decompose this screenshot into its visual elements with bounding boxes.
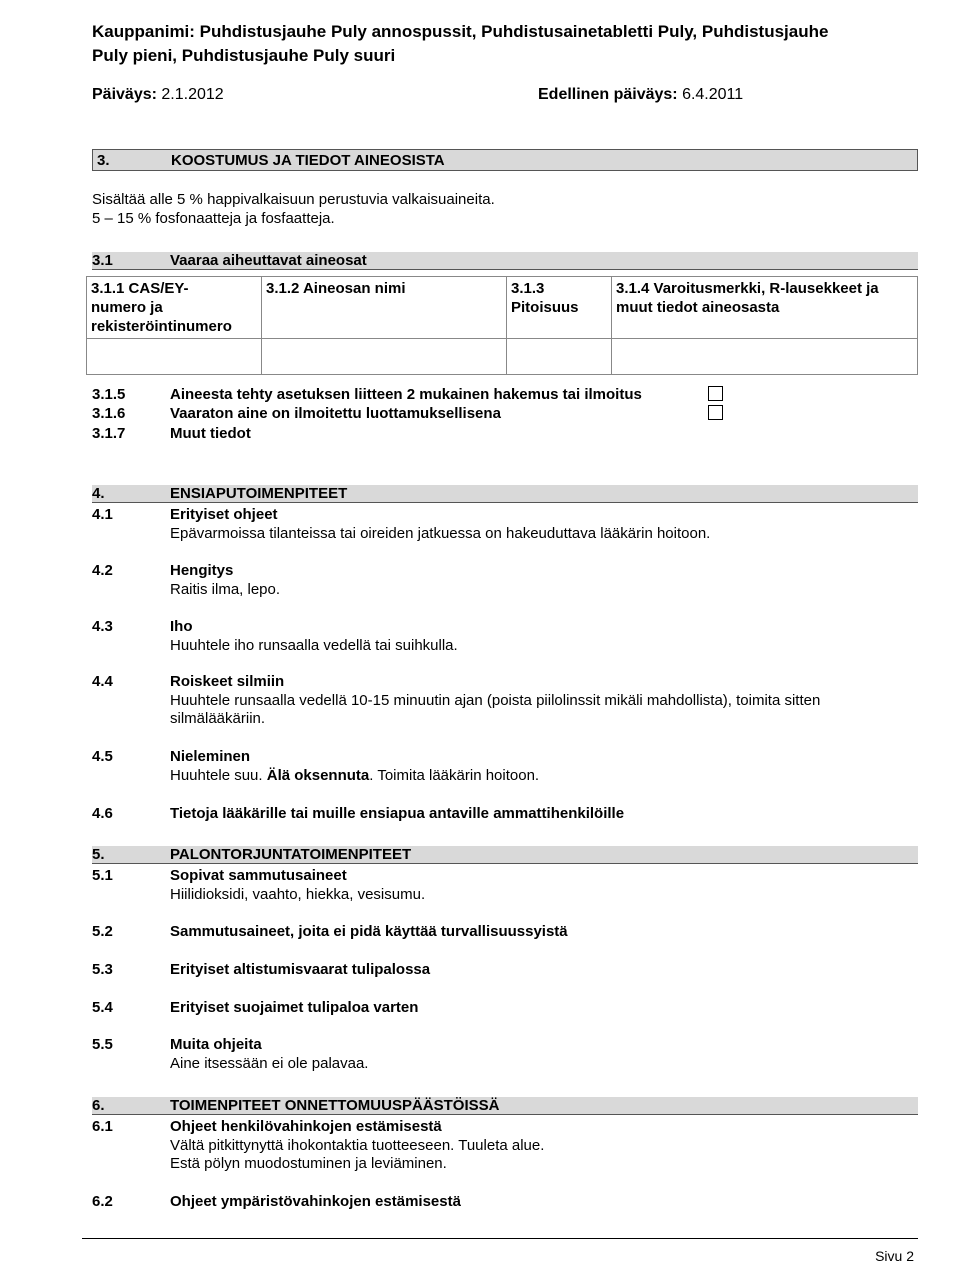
document-title (92, 20, 828, 44)
date-field: Päiväys: 2.1.2012 (92, 86, 224, 103)
product-name-line1: Puhdistusjauhe Puly annospussit, Puhdistusainetabletti Puly, Puhdistusjauhe (199, 22, 829, 41)
item-5-5-text: Aine itsessään ei ole palavaa. (170, 1055, 369, 1072)
date-value: 2.1.2012 (161, 86, 224, 103)
product-name-line2: Puly pieni, Puhdistusjauhe Puly suuri (92, 46, 396, 65)
item-3-1-5: Aineesta tehty asetuksen liitteen 2 mukainen hakemus tai ilmoitus (170, 386, 642, 403)
table-header-row (87, 277, 918, 339)
item-3-1-7: Muut tiedot (170, 425, 251, 442)
item-4-3-title: Iho (170, 618, 193, 635)
section-3-1-header: 3.1 Vaaraa aiheuttavat aineosat (92, 252, 918, 270)
checkbox-3-1-5[interactable] (708, 386, 723, 401)
item-6-1-title: Ohjeet henkilövahinkojen estämisestä (170, 1118, 442, 1135)
components-table (86, 276, 918, 375)
table-header-cas: 3.1.1 CAS/EY- numero ja rekisteröintinumero (87, 277, 262, 339)
item-4-4-text2: silmälääkäriin. (170, 710, 266, 727)
item-4-1-text: Epävarmoissa tilanteissa tai oireiden jatkuessa on hakeuduttava lääkärin hoitoon. (170, 525, 711, 542)
item-5-1-text: Hiilidioksidi, vaahto, hiekka, vesisumu. (170, 886, 426, 903)
item-4-3-text: Huuhtele iho runsaalla vedellä tai suihkulla. (170, 637, 458, 654)
item-5-4-title: Erityiset suojaimet tulipaloa varten (170, 999, 419, 1016)
item-4-4-text: Huuhtele runsaalla vedellä 10-15 minuutin ajan (poista piilolinssit mikäli mahdollista), toimita sitten (170, 692, 821, 709)
table-header-name: 3.1.2 Aineosan nimi (262, 277, 507, 339)
table-row (87, 339, 918, 375)
footer-divider (82, 1238, 918, 1239)
checkbox-3-1-6[interactable] (708, 405, 723, 420)
item-4-4-title: Roiskeet silmiin (170, 673, 285, 690)
section-5-header: 5. PALONTORJUNTATOIMENPITEET (92, 846, 918, 864)
previous-date-value: 6.4.2011 (682, 86, 744, 103)
section-6-header: 6. TOIMENPITEET ONNETTOMUUSPÄÄSTÖISSÄ (92, 1097, 918, 1115)
table-header-warnings: 3.1.4 Varoitusmerkki, R-lausekkeet ja muut tiedot aineosasta (612, 277, 918, 339)
company-label: Kauppanimi: (92, 22, 200, 41)
table-header-concentration: 3.1.3 Pitoisuus (507, 277, 612, 339)
item-6-1-text: Vältä pitkittynyttä ihokontaktia tuotteeseen. Tuuleta alue. (170, 1137, 545, 1154)
item-5-5-title: Muita ohjeita (170, 1036, 262, 1053)
item-4-1-title: Erityiset ohjeet (170, 506, 278, 523)
item-3-1-6: Vaaraton aine on ilmoitettu luottamuksellisena (170, 405, 501, 422)
item-6-1-text2: Estä pölyn muodostuminen ja leviäminen. (170, 1155, 447, 1172)
item-4-5-text: Huuhtele suu. Älä oksennuta. Toimita lääkärin hoitoon. (170, 767, 540, 784)
item-6-2-title: Ohjeet ympäristövahinkojen estämisestä (170, 1193, 461, 1210)
item-4-5-title: Nieleminen (170, 748, 251, 765)
item-4-6-title: Tietoja lääkärille tai muille ensiapua antaville ammattihenkilöille (170, 805, 625, 822)
item-5-2-title: Sammutusaineet, joita ei pidä käyttää turvallisuussyistä (170, 923, 568, 940)
section-3-header: 3. KOOSTUMUS JA TIEDOT AINEOSISTA (92, 149, 918, 171)
item-5-1-title: Sopivat sammutusaineet (170, 867, 347, 884)
page-number: Sivu 2 (875, 1248, 914, 1264)
section-3-line2: 5 – 15 % fosfonaatteja ja fosfaatteja. (92, 210, 335, 227)
section-4-header: 4. ENSIAPUTOIMENPITEET (92, 485, 918, 503)
item-4-2-title: Hengitys (170, 562, 234, 579)
item-5-3-title: Erityiset altistumisvaarat tulipalossa (170, 961, 431, 978)
previous-date-field: Edellinen päiväys: 6.4.2011 (538, 86, 744, 103)
item-4-2-text: Raitis ilma, lepo. (170, 581, 281, 598)
section-3-line1: Sisältää alle 5 % happivalkaisuun perustuvia valkaisuaineita. (92, 191, 495, 208)
